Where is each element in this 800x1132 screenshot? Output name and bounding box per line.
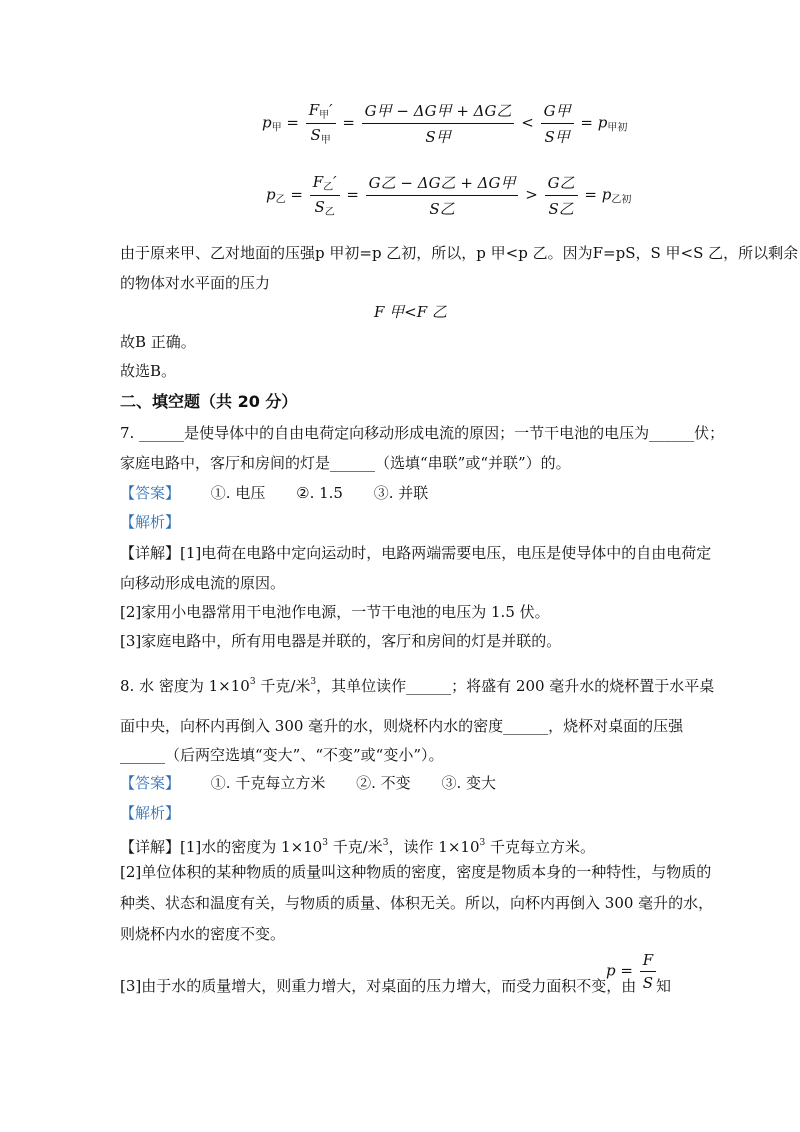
question-7-line: 7. ______是使导体中的自由电荷定向移动形成电流的原因；一节干电池的电压为______伏； xyxy=(120,424,725,442)
superscript: 3 xyxy=(479,838,486,848)
detail-line: 向移动形成电流的原因。 xyxy=(120,574,286,592)
detail-line: [2]单位体积的某种物质的质量叫这种物质的密度，密度是物质本身的一种特性，与物质的 xyxy=(120,863,712,881)
formula-lhs-sub: 乙 xyxy=(275,194,286,206)
frac2-num: G乙 − ΔG乙 + ΔG甲 xyxy=(366,172,519,196)
answer-row xyxy=(120,773,496,793)
detail-line xyxy=(120,833,595,857)
question-8-line xyxy=(120,672,714,696)
superscript: 3 xyxy=(382,838,389,848)
frac2-den: S甲 xyxy=(425,128,451,146)
superscript: 3 xyxy=(249,677,256,687)
detail-text: 千克每立方米。 xyxy=(485,838,596,856)
detail-text: [3]由于水的质量增大，则重力增大，对桌面的压力增大，而受力面积不变，由 xyxy=(120,977,637,995)
answer-tag: 【答案】 xyxy=(120,774,181,792)
fraction-2 xyxy=(366,172,519,219)
detail-line: 则烧杯内水的密度不变。 xyxy=(120,925,286,943)
frac1-den: S xyxy=(310,126,321,144)
formula-pressure-jia: $p_甲$ = $\frac{F_甲'}{S_甲}$ = $\frac{\text{G甲 − ΔG甲 + ΔG乙}}{\text{S甲}}$ < $\frac{\text{G甲}}{\text{S甲}}$ = $p_{甲初}$ xyxy=(262,101,628,146)
detail-line: 种类、状态和温度有关，与物质的质量、体积无关。所以，向杯内再倒入 300 毫升的水， xyxy=(120,894,714,912)
fraction-3 xyxy=(541,100,574,147)
formula-lhs: p xyxy=(262,113,272,132)
detail-line: [3]家庭电路中，所有用电器是并联的，客厅和房间的灯是并联的。 xyxy=(120,632,562,650)
frac3-num: G乙 xyxy=(545,172,578,196)
fraction-2 xyxy=(362,100,515,147)
frac3-den: S甲 xyxy=(544,128,570,146)
detail-line xyxy=(120,543,711,563)
conclusion-line: 故B 正确。 xyxy=(120,333,196,351)
frac1-den-sub: 甲 xyxy=(320,135,331,146)
formula-pressure-yi: $p_乙$ = $\frac{F_乙'}{S_乙}$ = $\frac{\text{G乙 − ΔG乙 + ΔG甲}}{\text{S乙}}$ > $\frac{\text{G乙}}{\text{S乙}}$ = $p_{乙初}$ xyxy=(266,173,632,218)
superscript: 3 xyxy=(310,677,317,687)
frac3-num: G甲 xyxy=(541,100,574,124)
paragraph-line: 的物体对水平面的压力 xyxy=(120,274,271,292)
frac1-den: S xyxy=(314,198,325,216)
formula-lhs-sub: 甲 xyxy=(271,122,282,134)
formula-rhs: p xyxy=(597,113,608,132)
answer-item: ②. 1.5 xyxy=(296,484,343,502)
detail-line xyxy=(120,976,636,996)
detail-text: [1]电荷在电路中定向运动时，电路两端需要电压，电压是使导体中的自由电荷定 xyxy=(180,544,712,562)
frac-den: S xyxy=(642,974,654,992)
conclusion-line: 故选B。 xyxy=(120,362,177,380)
fraction-f-over-s xyxy=(640,951,656,992)
question-7-line: 家庭电路中，客厅和房间的灯是______（选填“串联”或“并联”）的。 xyxy=(120,454,571,472)
formula-rhs-sub: 乙初 xyxy=(611,194,632,206)
answer-row xyxy=(120,483,428,503)
paragraph-line: 由于原来甲、乙对地面的压强p 甲初=p 乙初，所以，p 甲<p 乙。因为F=pS，S 甲<S 乙，所以剩余 xyxy=(120,244,799,262)
answer-item: ①. 千克每立方米 xyxy=(210,774,326,792)
frac1-num: F xyxy=(308,101,320,119)
q8-text: 千克/米 xyxy=(255,677,311,695)
answer-item: ③. 变大 xyxy=(441,774,496,792)
frac2-num: G甲 − ΔG甲 + ΔG乙 xyxy=(362,100,515,124)
fraction-1: $\frac{F_甲'}{S_甲}$ xyxy=(306,101,336,146)
frac1-num-sub: 乙 xyxy=(323,182,334,193)
detail-tag: 【详解】 xyxy=(120,544,181,562)
q8-text: ，其单位读作______；将盛有 200 毫升水的烧杯置于水平桌 xyxy=(316,677,715,695)
detail-line: 知 xyxy=(656,977,672,995)
formula-lhs: p xyxy=(266,185,276,204)
answer-item: ③. 并联 xyxy=(373,484,429,502)
detail-text: [1]水的密度为 1×10 xyxy=(180,838,323,856)
answer-item: ①. 电压 xyxy=(210,484,266,502)
detail-text: 千克/米 xyxy=(327,838,383,856)
frac2-den: S乙 xyxy=(429,200,455,218)
answer-item: ②. 不变 xyxy=(356,774,411,792)
formula-rhs: p xyxy=(601,185,612,204)
answer-tag: 【答案】 xyxy=(120,484,181,502)
formula-operator: < xyxy=(521,113,534,132)
detail-tag: 【详解】 xyxy=(120,838,181,856)
detail-text: ，读作 1×10 xyxy=(388,838,480,856)
q8-text: 8. 水 密度为 1×10 xyxy=(120,677,250,695)
frac1-den-sub: 乙 xyxy=(324,207,335,218)
frac1-num: F xyxy=(312,173,324,191)
analysis-tag: 【解析】 xyxy=(120,513,181,531)
question-8-line: 面中央，向杯内再倒入 300 毫升的水，则烧杯内水的密度______，烧杯对桌面的压强 xyxy=(120,717,684,735)
formula-density-pressure xyxy=(606,951,658,992)
formula-lhs: p = xyxy=(606,961,633,980)
detail-line: [2]家用小电器常用干电池作电源，一节干电池的电压为 1.5 伏。 xyxy=(120,603,550,621)
question-8-line: ______（后两空选填“变大”、“不变”或“变小”）。 xyxy=(120,746,444,764)
fraction-1: $\frac{F_乙'}{S_乙}$ xyxy=(310,173,340,218)
frac1-num-sub: 甲 xyxy=(319,110,330,121)
formula-rhs-sub: 甲初 xyxy=(607,122,628,134)
section-title: 二、填空题（共 20 分） xyxy=(120,392,298,411)
frac-num: F xyxy=(640,951,656,972)
formula-operator: > xyxy=(525,185,538,204)
fraction-3 xyxy=(545,172,578,219)
analysis-tag: 【解析】 xyxy=(120,804,181,822)
centered-formula: F 甲<F 乙 xyxy=(374,303,447,321)
superscript: 3 xyxy=(322,838,328,848)
frac3-den: S乙 xyxy=(548,200,574,218)
